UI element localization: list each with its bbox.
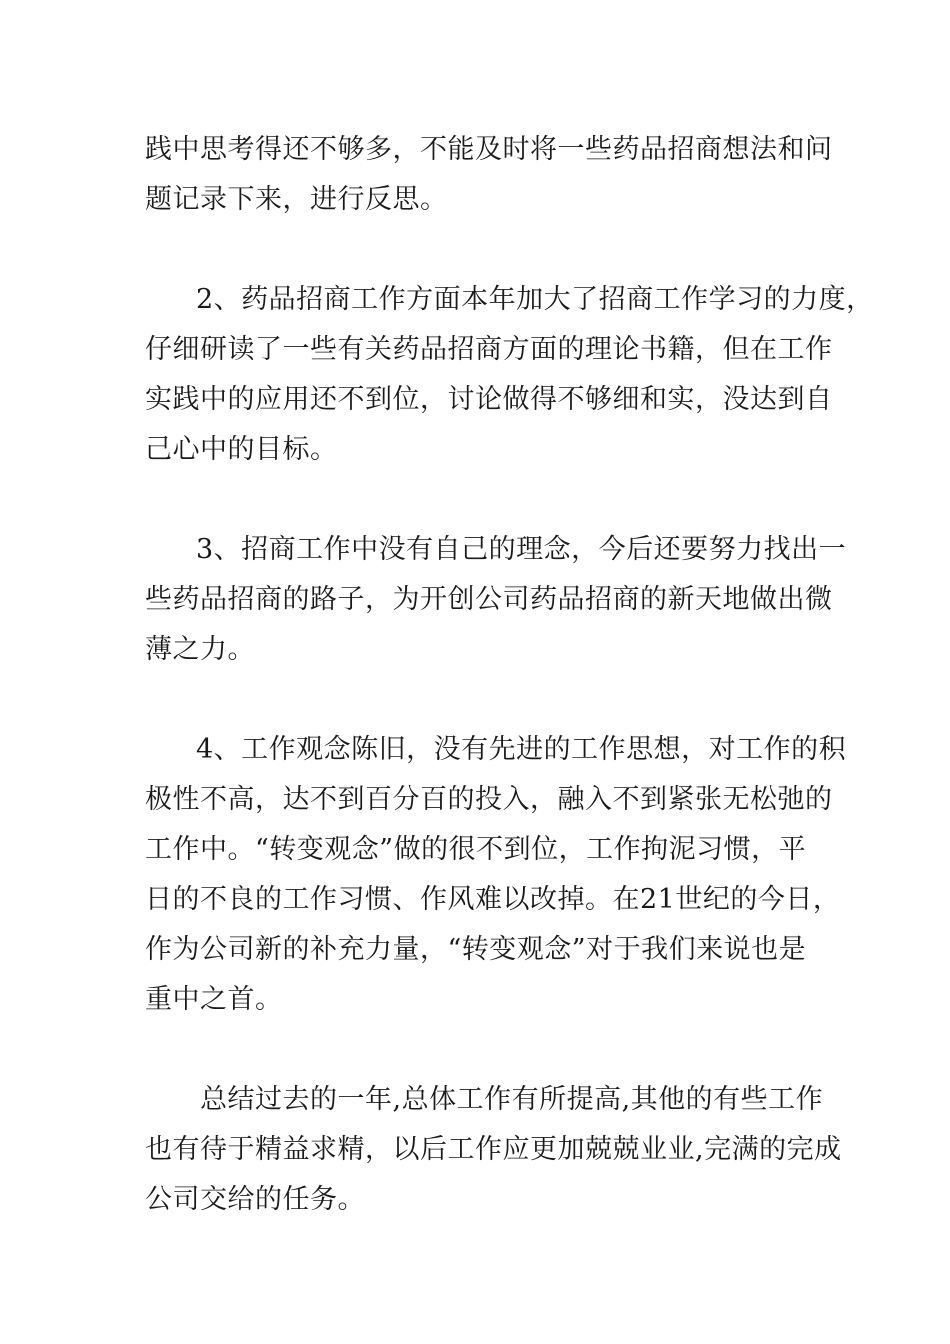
text-line: 极性不高，达不到百分百的投入，融入不到紧张无松弛的 (145, 784, 833, 815)
text-line: 日的不良的工作习惯、作风难以改掉。在21世纪的今日， (145, 884, 841, 915)
text-line: 3、招商工作中没有自己的理念，今后还要努力找出一 (196, 534, 847, 565)
text-line: 2、药品招商工作方面本年加大了招商工作学习的力度， (196, 284, 874, 315)
text-line: 实践中的应用还不到位，讨论做得不够细和实，没达到自 (145, 384, 833, 415)
text-line: 工作中。“转变观念”做的很不到位，工作拘泥习惯，平 (145, 834, 807, 865)
text-line: 践中思考得还不够多，不能及时将一些药品招商想法和问 (145, 134, 833, 165)
text-line: 仔细研读了一些有关药品招商方面的理论书籍，但在工作 (145, 334, 833, 365)
text-line: 薄之力。 (145, 634, 255, 665)
text-line: 些药品招商的路子，为开创公司药品招商的新天地做出微 (145, 584, 833, 615)
text-line: 公司交给的任务。 (145, 1184, 365, 1215)
text-line: 作为公司新的补充力量，“转变观念”对于我们来说也是 (145, 934, 807, 965)
text-line: 题记录下来，进行反思。 (145, 184, 448, 215)
text-line: 4、工作观念陈旧，没有先进的工作思想，对工作的积 (196, 734, 847, 765)
text-line: 重中之首。 (145, 984, 283, 1015)
text-line: 己心中的目标。 (145, 434, 338, 465)
text-line: 总结过去的一年,总体工作有所提高,其他的有些工作 (200, 1084, 824, 1115)
text-line: 也有待于精益求精，以后工作应更加兢兢业业,完满的完成 (145, 1134, 842, 1165)
